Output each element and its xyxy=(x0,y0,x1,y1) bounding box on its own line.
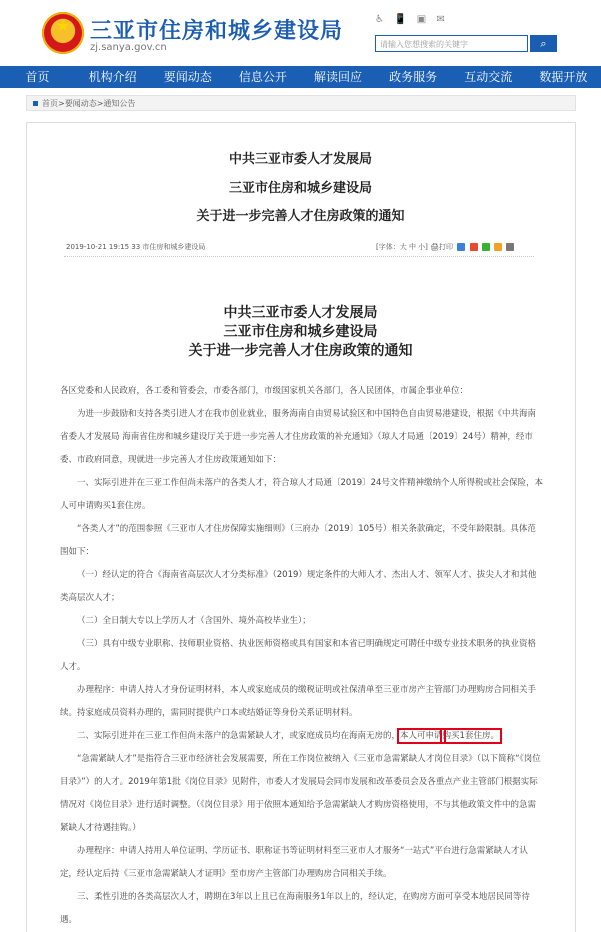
paragraph: “急需紧缺人才”是指符合三亚市经济社会发展需要，所在工作岗位被纳入《三亚市急需紧缺人才岗位目录》（以下简称“《岗位目录》”）的人才。2019年第1批《岗位目录》见附件，市委人才发展局会同市发展和改革委员会及各重点产业主管部门根据实际情况对《岗位目录》进行适时调整。（《岗位目录》用于依照本通知给予急需紧缺人才购房资格使用，不与其他政策文件中的急需紧缺人才待遇挂钩。） xyxy=(60,754,541,833)
nav-item-open-data[interactable]: 数据开放 xyxy=(539,70,588,84)
inner-title-line-3: 关于进一步完善人才住房政策的通知 xyxy=(188,343,413,359)
share-more-icon[interactable] xyxy=(506,243,514,251)
article-title-line-3: 关于进一步完善人才住房政策的通知 xyxy=(196,209,405,224)
paragraph: 三、柔性引进的各类高层次人才，聘期在3年以上且已在海南服务1年以上的，经认定，在购房方面可享受本地居民同等待遇。 xyxy=(60,892,530,925)
highlight-box: 购买1套住房。 xyxy=(442,731,499,741)
nav-item-disclosure[interactable]: 信息公开 xyxy=(238,70,287,84)
nav-item-interaction[interactable]: 互动交流 xyxy=(464,70,513,84)
nav-item-interpretation[interactable]: 解读回应 xyxy=(314,70,363,84)
divider xyxy=(64,256,534,257)
mobile-icon[interactable]: 📱 xyxy=(394,14,407,25)
article-title-line-2: 三亚市住房和城乡建设局 xyxy=(228,181,372,196)
breadcrumb-text[interactable]: 首页>要闻动态>通知公告 xyxy=(42,99,136,108)
nav-item-services[interactable]: 政务服务 xyxy=(389,70,438,84)
article-body xyxy=(60,380,544,932)
national-emblem-icon: ★ xyxy=(42,12,84,54)
paragraph: 办理程序：申请人持用人单位证明、学历证书、职称证书等证明材料至三亚市人才服务“一站式”平台进行急需紧缺人才认定，经认定后持《三亚市急需紧缺人才证明》至市房产主管部门办理购房合同相关手续。 xyxy=(60,846,528,879)
site-header xyxy=(0,0,601,66)
paragraph: （一）经认定的符合《海南省高层次人才分类标准》（2019）规定条件的大师人才、杰出人才、领军人才、拔尖人才和其他类高层次人才； xyxy=(60,570,537,603)
article-meta: 2019-10-21 19:15 33 市住房和城乡建设局 xyxy=(66,243,206,251)
search-button[interactable] xyxy=(530,35,557,52)
site-title[interactable]: 三亚市住房和城乡建设局 xyxy=(90,19,344,44)
paragraph-text: 二、实际引进并在三亚工作但尚未落户的急需紧缺人才，或家庭成员均在海南无房的， xyxy=(77,731,401,741)
paragraph: （三）具有中级专业职称、技师职业资格、执业医师资格或具有国家和本省已明确规定可聘任中级专业技术职务的执业资格人才。 xyxy=(60,639,537,672)
share-weibo-icon[interactable] xyxy=(457,243,465,251)
qrcode-icon[interactable]: ▣ xyxy=(416,14,427,25)
location-icon xyxy=(33,101,38,106)
salutation: 各区党委和人民政府，各工委和管委会，市委各部门，市级国家机关各部门，各人民团体，市属企事业单位： xyxy=(60,386,469,396)
top-links xyxy=(375,14,452,25)
paragraph: 一、实际引进并在三亚工作但尚未落户的各类人才，符合琼人才局通〔2019〕24号文件精神缴纳个人所得税或社会保险，本人可申请购买1套住房。 xyxy=(60,478,543,511)
main-nav xyxy=(0,66,601,88)
share-wechat-icon[interactable] xyxy=(482,243,490,251)
paragraph: 为进一步鼓励和支持各类引进人才在我市创业就业，服务海南自由贸易试验区和中国特色自由贸易港建设，根据《中共海南省委人才发展局 海南省住房和城乡建设厅关于进一步完善人才住房政策的补充通知》（琼人才局通〔2019〕24号）精神，经市委、市政府同意，现就进一步完善人才住房政策通知如下： xyxy=(60,409,537,465)
share-qzone-icon[interactable] xyxy=(470,243,478,251)
inner-title-line-2: 三亚市住房和城乡建设局 xyxy=(223,324,378,340)
article-tools xyxy=(376,242,514,252)
article-title-line-1: 中共三亚市委人才发展局 xyxy=(228,152,372,167)
inner-title-line-1: 中共三亚市委人才发展局 xyxy=(223,305,378,321)
nav-item-home[interactable]: 首页 xyxy=(25,70,50,84)
paragraph: （二）全日制大专以上学历人才（含国外、境外高校毕业生）； xyxy=(77,616,311,626)
accessibility-icon[interactable]: ♿ xyxy=(375,14,384,25)
search-input[interactable]: 请输入您想搜索的关键字 xyxy=(375,35,528,52)
breadcrumb xyxy=(26,95,576,111)
paragraph: “各类人才”的范围参照《三亚市人才住房保障实施细则》（三府办〔2019〕105号）相关条款确定，不受年龄限制。具体范围如下： xyxy=(60,524,536,557)
font-size-and-print[interactable]: [字体：大 中 小] 🖨打印 xyxy=(376,243,454,251)
paragraph-highlighted xyxy=(60,725,544,748)
nav-item-news[interactable]: 要闻动态 xyxy=(163,70,212,84)
mail-icon[interactable]: ✉ xyxy=(436,14,445,25)
search-icon: ⌕ xyxy=(540,37,547,50)
site-domain: zj.sanya.gov.cn xyxy=(90,42,167,53)
nav-item-about[interactable]: 机构介绍 xyxy=(88,70,137,84)
paragraph: 办理程序：申请人持人才身份证明材料，本人或家庭成员的缴税证明或社保清单至三亚市房产主管部门办理购房合同相关手续。持家庭成员资料办理的，需同时提供户口本或结婚证等身份关系证明材料。 xyxy=(60,685,537,718)
share-friends-icon[interactable] xyxy=(494,243,502,251)
highlight-box: 本人可申请 xyxy=(400,731,443,741)
